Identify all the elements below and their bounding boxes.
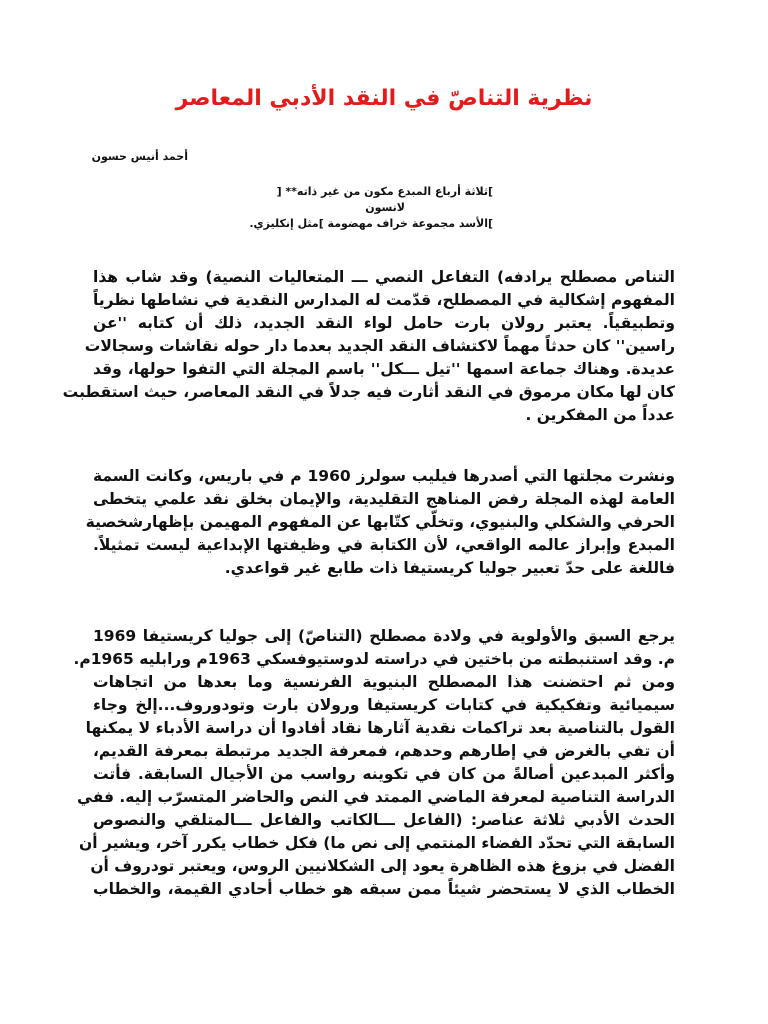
paragraph-line: القول بالتناصية بعد تراكمات نقدية آثارها نقاد أفادوا أن دراسة الأدباء لا يمكنها — [85, 719, 675, 737]
paragraph-line: عديدة. وهناك جماعة اسمها ''تيل ـــكل'' باسم المجلة التي التفوا حولها، وقد — [93, 360, 675, 378]
paragraph-3 — [73, 625, 675, 901]
paragraph-line: الحدث الأدبي ثلاثة عناصر: (الفاعل ـــالكاتب والفاعل ـــالمتلقي والنصوص — [93, 811, 675, 829]
document-title: نظرية التناصّ في النقد الأدبي المعاصر — [175, 86, 593, 111]
paragraph-line: يرجع السبق والأولوية في ولادة مصطلح (التناصّ) إلى جوليا كريستيفا 1969 — [93, 627, 675, 645]
paragraph-line: التناص مصطلح يرادفه) التفاعل النصي ـــ المتعاليات النصية) وقد شاب هذا — [93, 268, 675, 286]
paragraph-line: م. وقد استنبطته من باختين في دراسته لدوستيوفسكي 1963م ورابليه 1965م. — [73, 650, 675, 668]
author-name: أحمد أنيس حسون — [91, 150, 188, 163]
epigraph-source: لانسون — [365, 201, 405, 214]
paragraph-2 — [85, 465, 675, 580]
paragraph-line: ونشرت مجلتها التي أصدرها فيليب سولرز 1960 م في باريس، وكانت السمة — [93, 467, 675, 485]
paragraph-line: أن تفي بالغرض في إطارهم وحدهم، فمعرفة الجديد مرتبطة بمعرفة القديم، — [93, 742, 675, 760]
paragraph-line: الدراسة التناصية لمعرفة الماضي الممتد في النص والحاضر المتسرّب إليه. ففي — [77, 788, 675, 806]
paragraph-line: ومن ثم احتضنت هذا المصطلح البنيوية الفرنسية وما بعدها من اتجاهات — [93, 673, 675, 691]
paragraph-line: عدداً من المفكرين . — [525, 406, 675, 424]
paragraph-line: السابقة التي تحدّد الفضاء المنتمي إلى نص ما) فكل خطاب يكرر آخر، ويشير أن — [79, 834, 675, 852]
paragraph-line: وتطبيقياً. يعتبر رولان بارت حامل لواء النقد الجديد، ذلك أن كتابه ''عن — [93, 314, 675, 332]
epigraph-quote: ]ثلاثة أرباع المبدع مكون من غير ذاته** [ — [276, 185, 493, 198]
epigraph-proverb: ]الأسد مجموعة خراف مهضومة ]مثل إنكليزي. — [249, 217, 493, 230]
paragraph-line: كان لها مكان مرموق في النقد أثارت فيه جدلاً في النقد المعاصر، حيث استقطبت — [62, 383, 675, 401]
paragraph-line: الخطاب الذي لا يستحضر شيئاً ممن سبقه هو خطاب أحادي القيمة، والخطاب — [93, 880, 675, 898]
paragraph-line: وأكثر المبدعين أصالةً من كان في تكوينه رواسب من الأجيال السابقة. فأتت — [93, 765, 675, 783]
epigraph — [249, 184, 493, 232]
paragraph-line: فاللغة على حدّ تعبير جوليا كريستيفا ذات طابع غير قواعدي. — [224, 559, 675, 577]
paragraph-line: سيميائية وتفكيكية في كتابات كريستيفا ورولان بارت وتودوروف...إلخ وجاء — [93, 696, 675, 714]
paragraph-line: الفضل في بزوغ هذه الظاهرة يعود إلى الشكلانيين الروس، ويعتبر تودروف أن — [90, 857, 675, 875]
paragraph-line: المبدع وإبراز عالمه الواقعي، لأن الكتابة في وظيفتها الإبداعية ليست تمثيلاً. — [93, 536, 675, 554]
paragraph-1 — [62, 266, 675, 427]
paragraph-line: الحرفي والشكلي والبنيوي، وتخلّي كتّابها عن المفهوم المهيمن بإظهارشخصية — [85, 513, 675, 531]
paragraph-line: المفهوم إشكالية في المصطلح، قدّمت له المدارس النقدية في نشاطها نظرياً — [93, 291, 675, 309]
paragraph-line: راسين'' كان حدثاً مهماً لاكتشاف النقد الجديد بعدما دار حوله نقاشات وسجالات — [84, 337, 675, 355]
paragraph-line: العامة لهذه المجلة رفض المناهج التقليدية، والإيمان بخلق نقد علمي يتخطى — [93, 490, 675, 508]
